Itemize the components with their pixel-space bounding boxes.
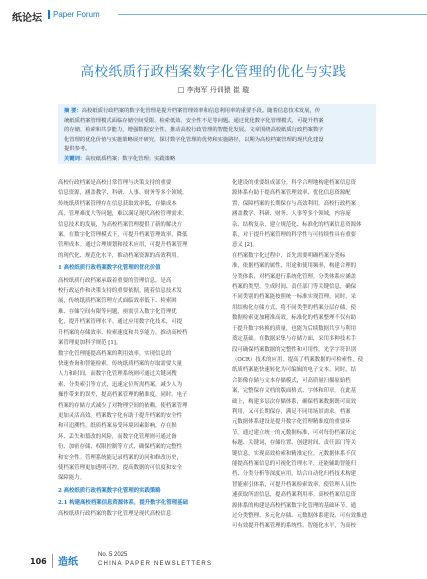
column-separator — [48, 10, 50, 19]
page-number: 106 — [30, 557, 47, 566]
text-line: 操作带来的误差，提高档案管理的精准度。同时，电子 — [58, 392, 188, 399]
header-rule — [118, 14, 427, 15]
text-line: 源体系有助于提高档案管理效率、优化信息资源配 — [232, 190, 351, 197]
issue-number: No. 5 2025 — [98, 552, 128, 558]
text-line: 案管理更加科学规范 [1]。 — [58, 340, 122, 347]
abstract-label: 摘 要： — [64, 108, 82, 114]
page-header — [0, 0, 427, 28]
text-line: 合影像存储与文本存储模式，可高质量扫描原始档 — [232, 377, 351, 384]
abstract-line-2: 的存储、检索和共享能力，增强数据安全性，推动高校行政管理的智能化发展。文章围绕高校纸质行政档案数字 — [64, 127, 324, 134]
text-line: 和可追溯性。纸质档案易受环境因素影响，存在损 — [58, 423, 177, 430]
text-line: 高校纸质行政档案承载着重要的管理信息，是高 — [58, 277, 172, 284]
text-line: 础上，构建多层次存储体系，确保档案数据既可高效 — [232, 398, 356, 405]
text-line: 意义 [2]。 — [232, 242, 258, 249]
text-line: 在档案数字化过程中，首先需要明确档案分类标 — [232, 252, 346, 259]
text-line: 档、分类分析等深度应用，结合自动化归档技术构建 — [232, 471, 356, 478]
section-heading: 2.1 构建高校档案信息资源体系，提升数字化管理基础 — [58, 500, 188, 507]
text-line: 人力和时间，而数字化管理系统则可通过关键词搜 — [58, 371, 177, 378]
body-right-column — [232, 178, 402, 532]
text-line: 杂、结构复杂，建立规范化、标准化的档案信息资源体 — [232, 221, 362, 228]
text-line: 数据检索更加精准高效。标准化的档案整理不仅有助 — [232, 315, 356, 322]
text-line: 于提升数字转换的质量，也能为后续数据共享与利用 — [232, 325, 356, 332]
text-line: 快速查询和智能检索。传统纸质档案的存取需要大量 — [58, 360, 182, 367]
text-line: 索、分类索引等方式，迅速定位所需档案，减少人为 — [58, 381, 182, 388]
text-line: 元数据体系建设是提升数字化管理精准度的重要环 — [232, 419, 351, 426]
footer-divider — [52, 554, 53, 568]
page-footer — [0, 543, 427, 579]
text-line: 键信息，实现高效检索和精准定位。元数据体系不仅 — [232, 450, 356, 457]
text-line: 源体系的构建是高校档案数字化管理的基础环节，通 — [232, 502, 356, 509]
text-line: 档案的存储方式减少了对物理空间的依赖，使档案管理 — [58, 402, 188, 409]
column-en: Paper Forum — [53, 10, 100, 19]
text-line: 高、管理难度大等问题，难以满足现代高校管理需求。 — [58, 211, 188, 218]
abstract-line-1: 统纸质档案管理模式面临存储空间受限、检索低效、安全性不足等问题。通过优化数字化管理模式，可提升档案 — [64, 117, 324, 124]
body-left-column — [58, 178, 238, 519]
text-line: 准，依据档案的属性、用途和使用频率，构建合理的 — [232, 263, 356, 270]
text-line: 智能索引体系，可提升档案检索效率，使管理人员快 — [232, 481, 356, 488]
text-line: （OCR）技术的应用，提高了档案数据的可检索性，使 — [232, 356, 364, 363]
text-line: 系，对于提升档案管理的科学性与可持续性具有重要 — [232, 232, 356, 239]
text-line: 化，提升档案管理水平。通过应用数字化技术，可提 — [58, 319, 182, 326]
journal-logo: 造纸 — [58, 557, 78, 568]
abstract-box — [58, 104, 376, 164]
abstract-line-3: 化管理的优化价值与实施策略展开研究，探讨数字化管理的优势和实施路径，以期为高校档案管理的现代化建设 — [64, 136, 324, 143]
keywords: 高校纸质档案；数字化管理；实践策略 — [85, 155, 176, 162]
text-line: 传统纸质档案管理存在信息获取效率低、存储成本 — [58, 200, 177, 207]
text-line: 节。通过建立统一的元数据标准，可对每份档案设定 — [232, 429, 356, 436]
section-heading: 1 高校纸质行政档案数字化管理的优化价值 — [58, 265, 161, 272]
text-line: 分类体系，对档案进行系统化管理。分类体系应涵盖 — [232, 273, 356, 280]
section-heading: 2 高校纸质行政档案数字化管理的实践策略 — [58, 487, 161, 494]
text-line: 段可确保档案数据的完整性和可用性。光学字符识别 — [232, 346, 356, 353]
text-line: 份、加密存储、权限控制等方式，确保档案的完整性 — [58, 444, 182, 451]
text-line: 案，完整保存文档的版面格式、字体和印章。在此基 — [232, 388, 356, 395]
text-line: 化建设的重要组成部分。科学合理地构建档案信息资 — [232, 180, 356, 186]
text-line: 置，保障档案的长期保存与高效利用。高校行政档案 — [232, 200, 356, 207]
text-line: 数字化管理能提高档案的利用效率。实现信息的 — [58, 350, 172, 357]
article-authors: □ 李海军 丹训猿 崔 璇 — [177, 86, 250, 94]
text-line: 更加灵活高效。档案数字化有助于提升档案的安全性 — [58, 412, 182, 419]
text-line: 利用，又可长期保存，满足不同用场景需求。档案 — [232, 408, 351, 415]
text-line: 难、存储空间有限等问题，亟需引入数字化管理优 — [58, 308, 177, 315]
text-line: 展，传统纸质档案管理方式面临效率低下、检索困 — [58, 298, 177, 305]
text-line: 信息技术的发展，为高校档案管理提供了新的解决方 — [58, 221, 182, 228]
text-line: 升档案的存储效率、检索速度和共享能力，推动高校档 — [58, 329, 188, 336]
article-title: 高校纸质行政档案数字化管理的优化与实践 — [80, 64, 347, 80]
text-line: 纸质档案能快速转化为可编辑的电子文本。同时，结 — [232, 367, 356, 374]
text-line: 管理成本。通过合理规划和技术应用，可提升档案管理 — [58, 242, 188, 249]
text-line: 校行政运作和决策支持的重要依据。随着信息技术发 — [58, 288, 182, 295]
text-line: 奠定基础。在数据采集与存储方面，采用多种技术手 — [232, 336, 356, 343]
journal-name: CHINA PAPER NEWSLETTERS — [98, 561, 213, 567]
text-line: 案。在数字化管理模式下，可提升档案管理效率，降低 — [58, 232, 188, 239]
text-line: 可有效提升档案管理的系统性、智能化水平，为高校 — [232, 523, 356, 530]
text-line: 保障能力。 — [58, 475, 85, 482]
text-line: 高校行政档案是高校日常管理与决策支持的重要 — [58, 180, 172, 186]
text-line: 速获取所需信息，提高档案利用率。高校档案信息资 — [232, 492, 356, 499]
text-line: 能提高档案信息的可视化管理水平，还能辅助智能归 — [232, 460, 356, 467]
text-line: 使档案管理更加透明可控，提高数据的可信度和安全 — [58, 464, 182, 471]
column-name: 纸论坛 — [12, 13, 42, 24]
text-line: 的现代化、规范化水平，推动档案资源的高效利用。 — [58, 252, 182, 259]
keywords-label: 关键词： — [64, 155, 86, 162]
text-line: 用结构化存储方式，将不同类型的档案分层存储，使 — [232, 304, 356, 311]
text-line: 过分类整理、多元化存储、元数据体系建设，可有效推进 — [232, 513, 367, 519]
text-line: 高校纸质行政档案的数字化管理是现代高校信息 — [58, 510, 172, 517]
text-line: 和安全性。管理系统能记录档案的访问和修改历史， — [58, 454, 182, 461]
abstract-line-4: 提供参考。 — [64, 146, 91, 153]
text-line: 不同类别的档案能按照统一标准实现管理。同时，采 — [232, 294, 356, 301]
text-line: 信息资源，涵盖教学、科研、人事、财务等多个领域。 — [58, 190, 188, 197]
text-line: 涵盖教学、科研、财务、人事等多个领域，内容庞 — [232, 211, 351, 218]
text-line: 标题、关键词、存储位置、创建时间、责任部门等关 — [232, 440, 356, 447]
keywords-line — [64, 155, 370, 165]
abstract-line-0: 摘 要：高校纸质行政档案的数字化管理是提升档案管理效率和信息利用率的重要手段。随着信息技术发展，传 — [64, 108, 321, 114]
text-line: 坏、丢失和篡改的风险，而数字化管理则可通过备 — [58, 433, 177, 440]
text-line: 档案的类型、生成时间、责任部门等关键信息，确保 — [232, 284, 356, 291]
